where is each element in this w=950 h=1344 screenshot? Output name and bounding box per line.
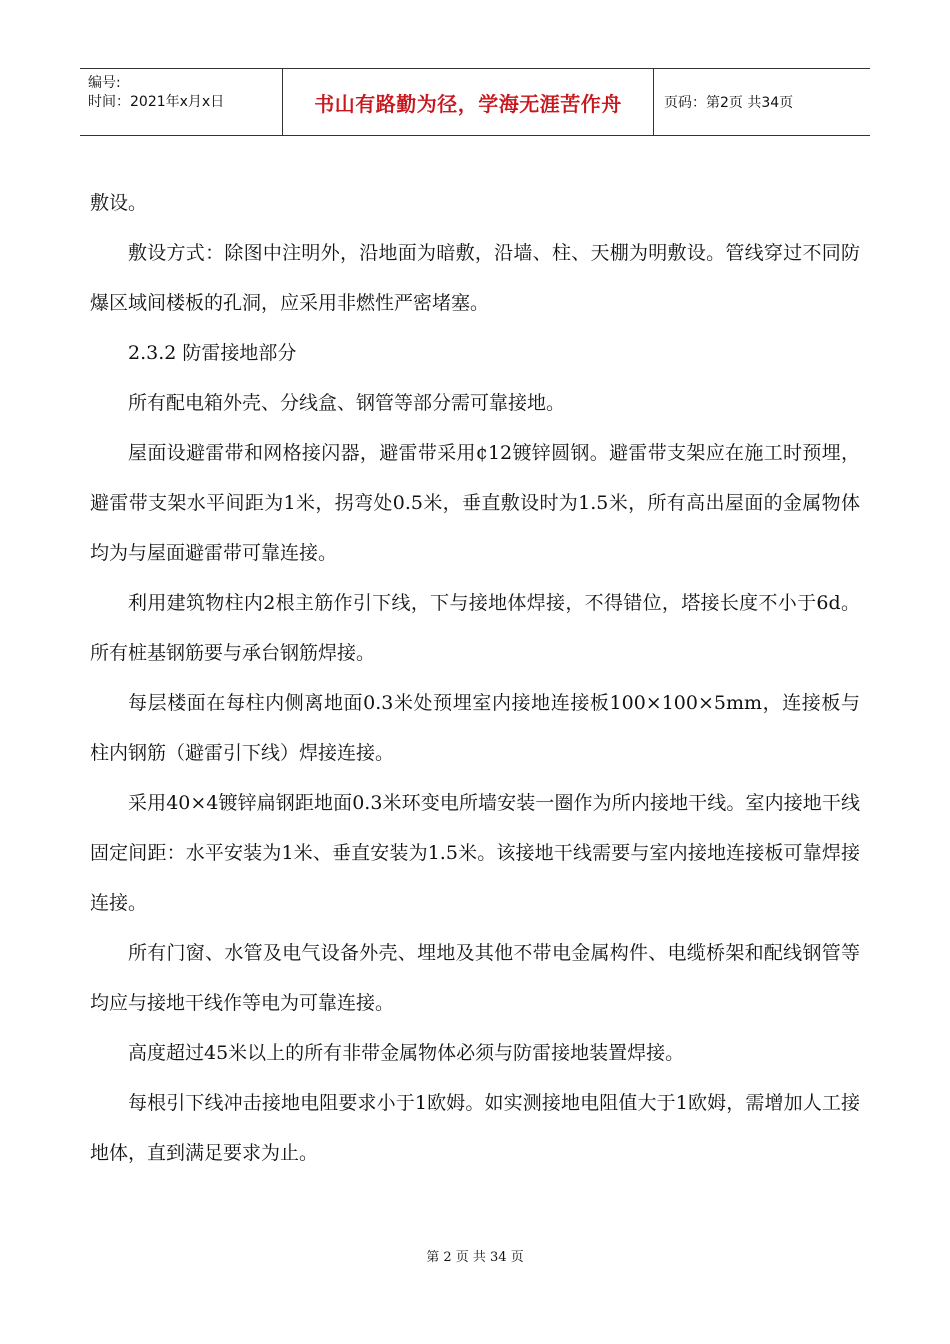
- header-page-number: 页码：第2页 共34页: [664, 95, 794, 111]
- paragraph: 所有配电箱外壳、分线盒、钢管等部分需可靠接地。: [128, 392, 566, 414]
- page-footer: 第 2 页 共 34 页: [426, 1250, 524, 1265]
- document-number-label: 编号:: [88, 75, 121, 91]
- paragraph: 每层楼面在每柱内侧离地面0.3米处预埋室内接地连接板100×100×5mm，连接板与柱内钢筋（避雷引下线）焊接连接。: [90, 692, 860, 764]
- paragraph: 所有门窗、水管及电气设备外壳、埋地及其他不带电金属构件、电缆桥架和配线钢管等均应与接地干线作等电为可靠连接。: [90, 942, 860, 1014]
- header-slogan: 书山有路勤为径，学海无涯苦作舟: [282, 69, 654, 135]
- paragraph: 屋面设避雷带和网格接闪器，避雷带采用¢12镀锌圆钢。避雷带支架应在施工时预埋，避雷带支架水平间距为1米，拐弯处0.5米，垂直敷设时为1.5米，所有高出屋面的金属物体均为与屋面避雷带可靠连接。: [90, 442, 860, 564]
- paragraph-laying-method: 敷设方式：除图中注明外，沿地面为暗敷，沿墙、柱、天棚为明敷设。管线穿过不同防爆区域间楼板的孔洞，应采用非燃性严密堵塞。: [90, 242, 860, 314]
- header-meta: [80, 69, 282, 135]
- paragraph: 利用建筑物柱内2根主筋作引下线，下与接地体焊接，不得错位，塔接长度不小于6d。所有桩基钢筋要与承台钢筋焊接。: [90, 592, 860, 664]
- paragraph: 每根引下线冲击接地电阻要求小于1欧姆。如实测接地电阻值大于1欧姆，需增加人工接地体，直到满足要求为止。: [90, 1092, 860, 1164]
- paragraph: 采用40×4镀锌扁钢距地面0.3米环变电所墙安装一圈作为所内接地干线。室内接地干线固定间距：水平安装为1米、垂直安装为1.5米。该接地干线需要与室内接地连接板可靠焊接连接。: [90, 792, 860, 914]
- paragraph-continuation: 敷设。: [90, 192, 148, 214]
- paragraph: 高度超过45米以上的所有非带金属物体必须与防雷接地装置焊接。: [128, 1042, 685, 1064]
- document-date: 时间：2021年x月x日: [88, 94, 225, 110]
- section-heading: 2.3.2 防雷接地部分: [128, 342, 297, 364]
- page-header: [80, 68, 870, 136]
- document-body: [90, 178, 860, 1178]
